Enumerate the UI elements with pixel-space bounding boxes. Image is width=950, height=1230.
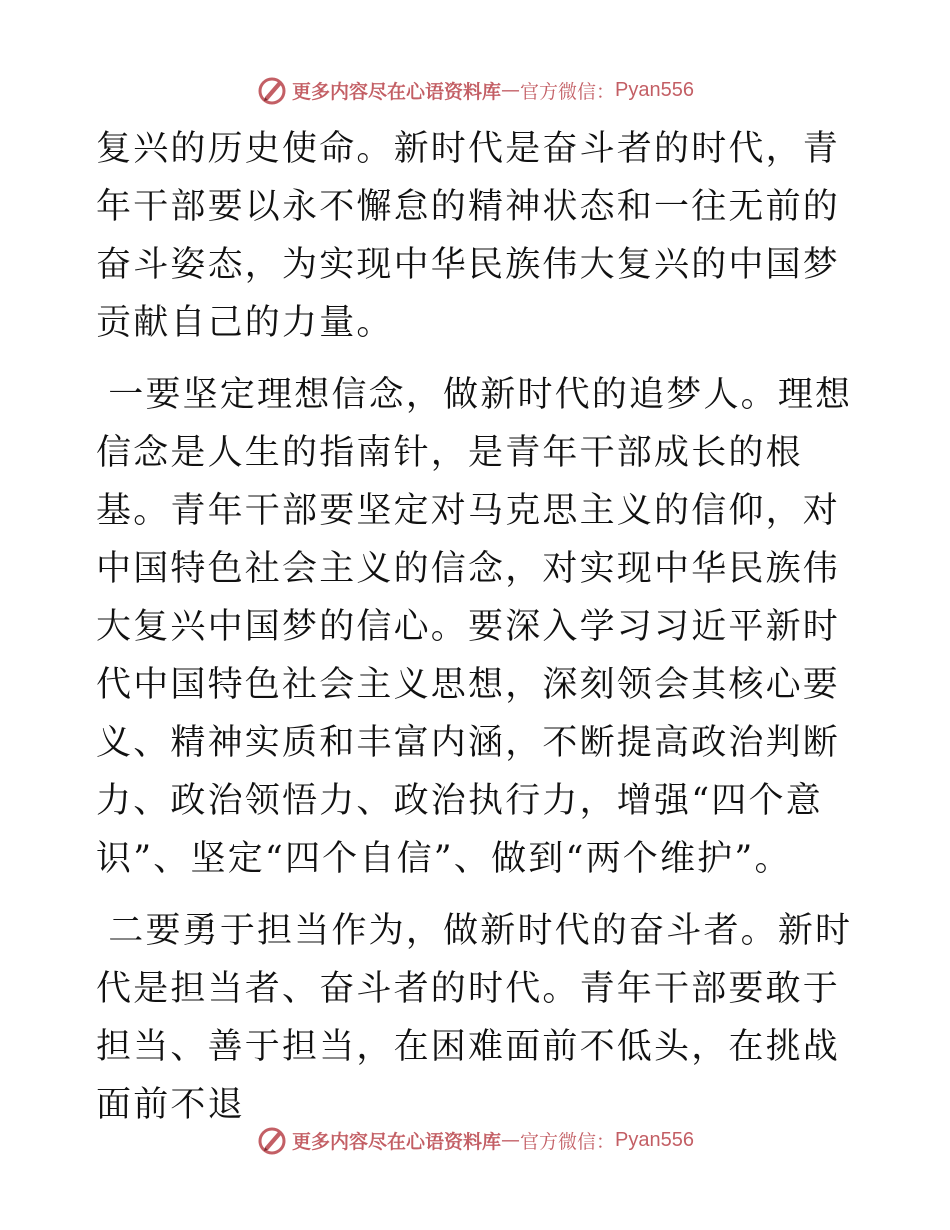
header-banner [0,70,950,110]
paragraph-3: 二要勇于担当作为，做新时代的奋斗者。新时代是担当者、奋斗者的时代。青年干部要敢于担当、善于担当，在困难面前不低头，在挑战面前不退 [96,911,853,1125]
paragraph-2: 一要坚定理想信念，做新时代的追梦人。理想信念是人生的指南针，是青年干部成长的根基。青年干部要坚定对马克思主义的信仰，对中国特色社会主义的信念，对实现中华民族伟大复兴中国梦的信心。要深入学习习近平新时代中国特色社会主义思想，深刻领会其核心要义、精神实质和丰富内涵，不断提高政治判断力、政治领悟力、政治执行力，增强“四个意识”、坚定“四个自信”、做到“两个维护”。 [96,375,853,879]
banner-separator: — [501,1129,521,1151]
banner-wechat-id: Pyan556 [615,1128,694,1151]
pen-circle-icon [256,1124,288,1156]
banner-separator: — [501,79,521,101]
footer-banner [0,1120,950,1160]
banner-wechat-id: Pyan556 [615,78,694,101]
banner-wechat-label: 官方微信： [520,1130,616,1153]
banner-wechat-label: 官方微信： [520,80,616,103]
banner-promo-text: 更多内容尽在心语资料库 [292,1130,502,1153]
document-body [96,120,856,1134]
banner-promo-text: 更多内容尽在心语资料库 [292,80,502,103]
paragraph-1: 复兴的历史使命。新时代是奋斗者的时代，青年干部要以永不懈怠的精神状态和一往无前的奋斗姿态，为实现中华民族伟大复兴的中国梦贡献自己的力量。 [96,129,841,343]
pen-circle-icon [256,74,288,106]
